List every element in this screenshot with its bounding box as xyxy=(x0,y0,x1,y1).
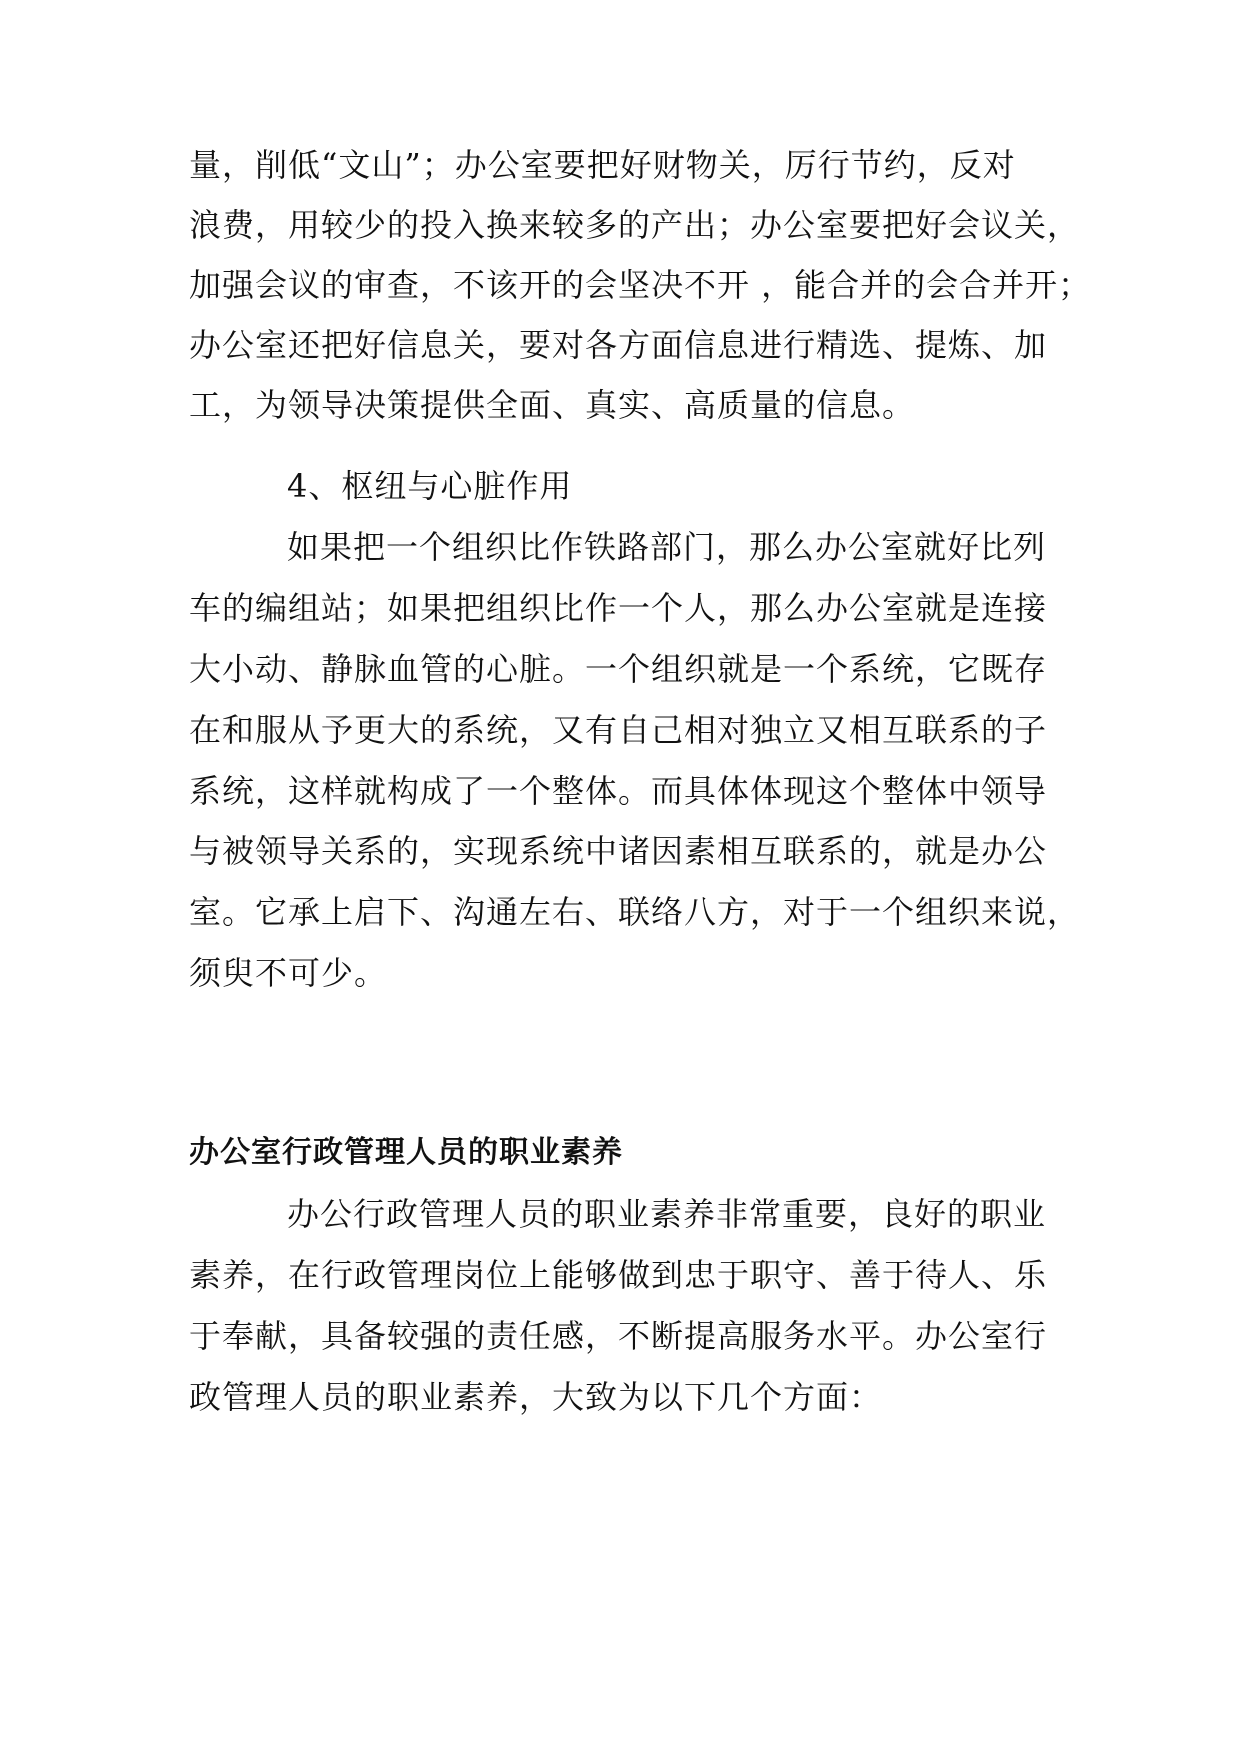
section-title: 4、枢纽与心脏作用 xyxy=(287,467,573,505)
paragraph-line: 加强会议的审查，不该开的会坚决不开 ，能合并的会合并开； xyxy=(189,266,1092,304)
paragraph-line: 在和服从予更大的系统，又有自己相对独立又相互联系的子 xyxy=(189,711,1048,749)
paragraph-line: 系统，这样就构成了一个整体。而具体体现这个整体中领导 xyxy=(189,772,1048,810)
section-heading: 办公室行政管理人员的职业素养 xyxy=(189,1135,623,1170)
paragraph-line: 量，削低“文山”；办公室要把好财物关，厉行节约，反对 xyxy=(189,146,1016,184)
paragraph-line: 大小动、静脉血管的心脏。一个组织就是一个系统，它既存 xyxy=(189,650,1048,688)
paragraph-line: 与被领导关系的，实现系统中诸因素相互联系的，就是办公 xyxy=(189,832,1048,870)
paragraph-line: 浪费，用较少的投入换来较多的产出；办公室要把好会议关， xyxy=(189,206,1081,244)
paragraph-line: 工，为领导决策提供全面、真实、高质量的信息。 xyxy=(189,386,916,424)
paragraph-line: 办公室还把好信息关，要对各方面信息进行精选、提炼、加 xyxy=(189,326,1048,364)
paragraph-line: 素养，在行政管理岗位上能够做到忠于职守、善于待人、乐 xyxy=(189,1256,1048,1294)
paragraph-line: 于奉献，具备较强的责任感，不断提高服务水平。办公室行 xyxy=(189,1317,1048,1355)
paragraph-line: 政管理人员的职业素养，大致为以下几个方面： xyxy=(189,1378,883,1416)
paragraph-line: 室。它承上启下、沟通左右、联络八方，对于一个组织来说， xyxy=(189,893,1081,931)
paragraph-line: 办公行政管理人员的职业素养非常重要，良好的职业 xyxy=(287,1195,1047,1233)
paragraph-line: 如果把一个组织比作铁路部门，那么办公室就好比列 xyxy=(287,528,1047,566)
paragraph-line: 须臾不可少。 xyxy=(189,954,388,992)
paragraph-line: 车的编组站；如果把组织比作一个人，那么办公室就是连接 xyxy=(189,589,1048,627)
